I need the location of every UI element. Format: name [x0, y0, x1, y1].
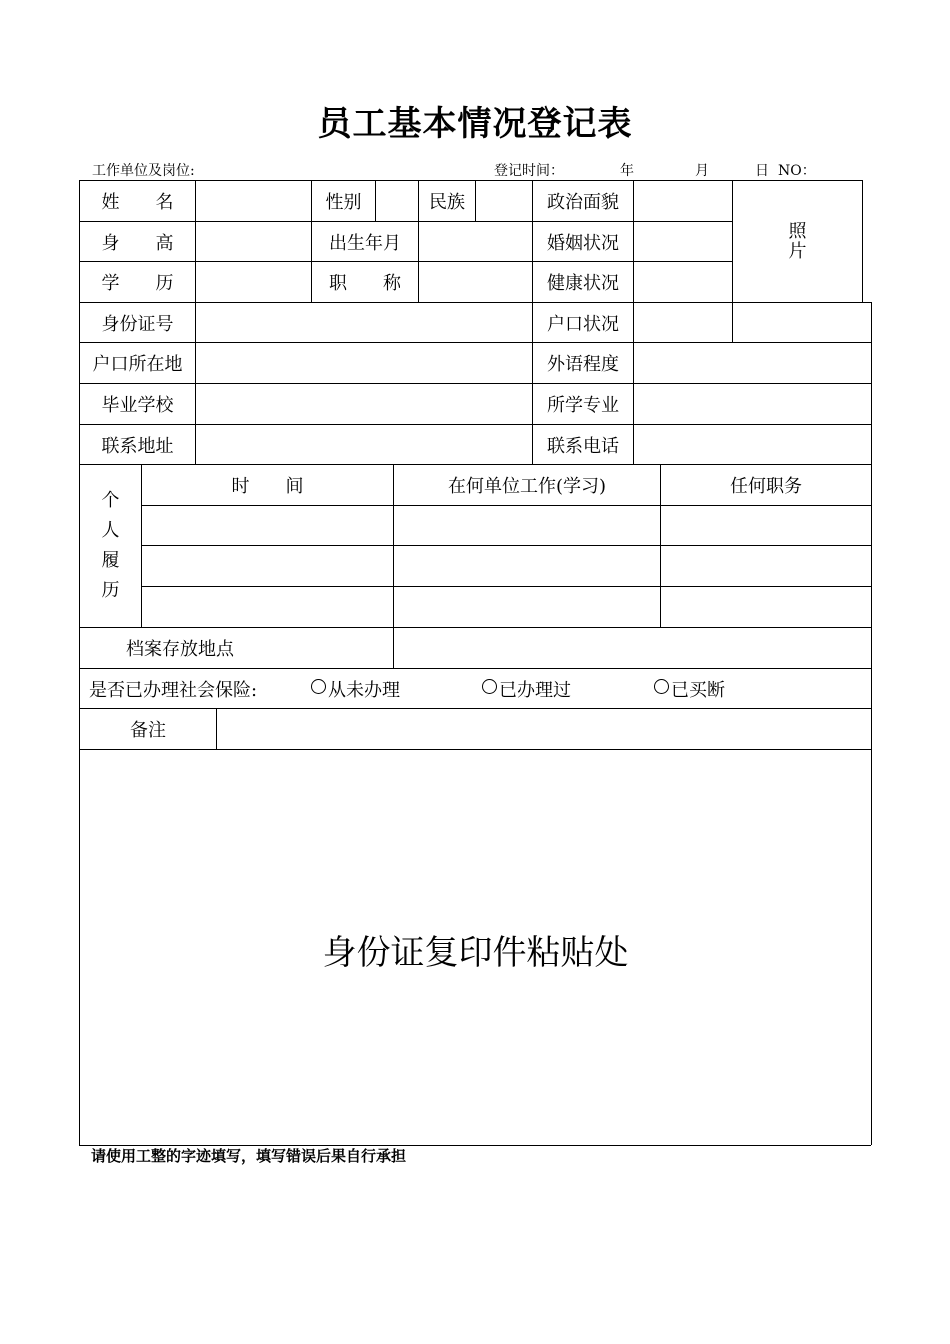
work-unit-label: 工作单位及岗位:: [92, 163, 195, 179]
label-archive-place: 档案存放地点: [126, 639, 234, 660]
hukou-status-field-1[interactable]: [634, 303, 732, 342]
major-field[interactable]: [634, 384, 871, 424]
label-hukou-place: 户口所在地: [92, 354, 183, 375]
insurance-option-buyout[interactable]: [654, 669, 814, 708]
label-foreign-lang: 外语程度: [547, 354, 619, 375]
resume-row-2-time[interactable]: [142, 546, 393, 586]
resume-header-unit: 在何单位工作(学习): [447, 476, 607, 497]
page-title: 员工基本情况登记表: [317, 104, 633, 144]
address-field[interactable]: [196, 425, 532, 464]
label-address: 联系地址: [101, 435, 174, 457]
resume-row-1-unit[interactable]: [394, 506, 660, 545]
insurance-option-done-label: 已办理过: [499, 679, 571, 701]
health-field[interactable]: [634, 262, 732, 302]
label-birth: 出生年月: [329, 232, 401, 254]
archive-place-field[interactable]: [394, 628, 871, 668]
label-gender: 性别: [325, 192, 362, 213]
height-field[interactable]: [196, 222, 311, 261]
label-health: 健康状况: [547, 273, 619, 294]
gender-field[interactable]: [376, 181, 418, 221]
radio-circle-icon: [311, 679, 326, 694]
resume-header-position: 任何职务: [730, 476, 802, 497]
label-title: 职 称: [329, 273, 401, 294]
label-ethnicity: 民族: [429, 192, 465, 213]
label-resume: 个 人 履 历: [101, 490, 120, 601]
label-school: 毕业学校: [101, 395, 174, 416]
insurance-question: 是否已办理社会保险:: [89, 679, 258, 701]
label-major: 所学专业: [547, 395, 619, 416]
hukou-status-field-2[interactable]: [733, 303, 871, 342]
radio-circle-icon: [482, 679, 497, 694]
resume-row-3-time[interactable]: [142, 587, 393, 627]
id-copy-paste-area: 身份证复印件粘贴处: [322, 933, 629, 973]
no-label: NO：: [778, 163, 816, 179]
label-education: 学 历: [101, 273, 174, 294]
hukou-place-field[interactable]: [196, 343, 532, 383]
resume-row-2-position[interactable]: [661, 546, 871, 586]
remarks-field[interactable]: [217, 709, 871, 749]
footer-note: 请使用工整的字迹填写，填写错误后果自行承担: [91, 1147, 407, 1165]
insurance-option-never[interactable]: [311, 669, 471, 708]
insurance-option-buyout-label: 已买断: [671, 679, 725, 701]
resume-row-3-unit[interactable]: [394, 587, 660, 627]
label-hukou-status: 户口状况: [547, 313, 619, 335]
label-phone: 联系电话: [547, 435, 619, 457]
insurance-option-done[interactable]: [482, 669, 642, 708]
foreign-lang-field[interactable]: [634, 343, 871, 383]
resume-row-1-position[interactable]: [661, 506, 871, 545]
name-field[interactable]: [196, 181, 311, 221]
ethnicity-field[interactable]: [476, 181, 532, 221]
title-field[interactable]: [419, 262, 532, 302]
photo-area: 照 片: [788, 220, 807, 262]
label-marital: 婚姻状况: [547, 232, 619, 254]
political-field[interactable]: [634, 181, 732, 221]
marital-field[interactable]: [634, 222, 732, 261]
resume-header-time: 时 间: [231, 476, 304, 497]
school-field[interactable]: [196, 384, 532, 424]
radio-circle-icon: [654, 679, 669, 694]
month-label: 月: [695, 163, 709, 179]
resume-row-2-unit[interactable]: [394, 546, 660, 586]
phone-field[interactable]: [634, 425, 871, 464]
label-name: 姓 名: [101, 192, 174, 213]
resume-row-3-position[interactable]: [661, 587, 871, 627]
insurance-option-never-label: 从未办理: [328, 679, 400, 701]
birth-field[interactable]: [419, 222, 532, 261]
resume-row-1-time[interactable]: [142, 506, 393, 545]
education-field[interactable]: [196, 262, 311, 302]
day-label: 日: [755, 163, 769, 179]
reg-time-label: 登记时间：: [494, 163, 564, 179]
label-height: 身 高: [101, 232, 174, 254]
label-political: 政治面貌: [547, 192, 619, 213]
label-id-no: 身份证号: [101, 313, 174, 335]
id-no-field[interactable]: [196, 303, 532, 342]
year-label: 年: [620, 163, 634, 179]
label-remarks: 备注: [130, 720, 166, 741]
